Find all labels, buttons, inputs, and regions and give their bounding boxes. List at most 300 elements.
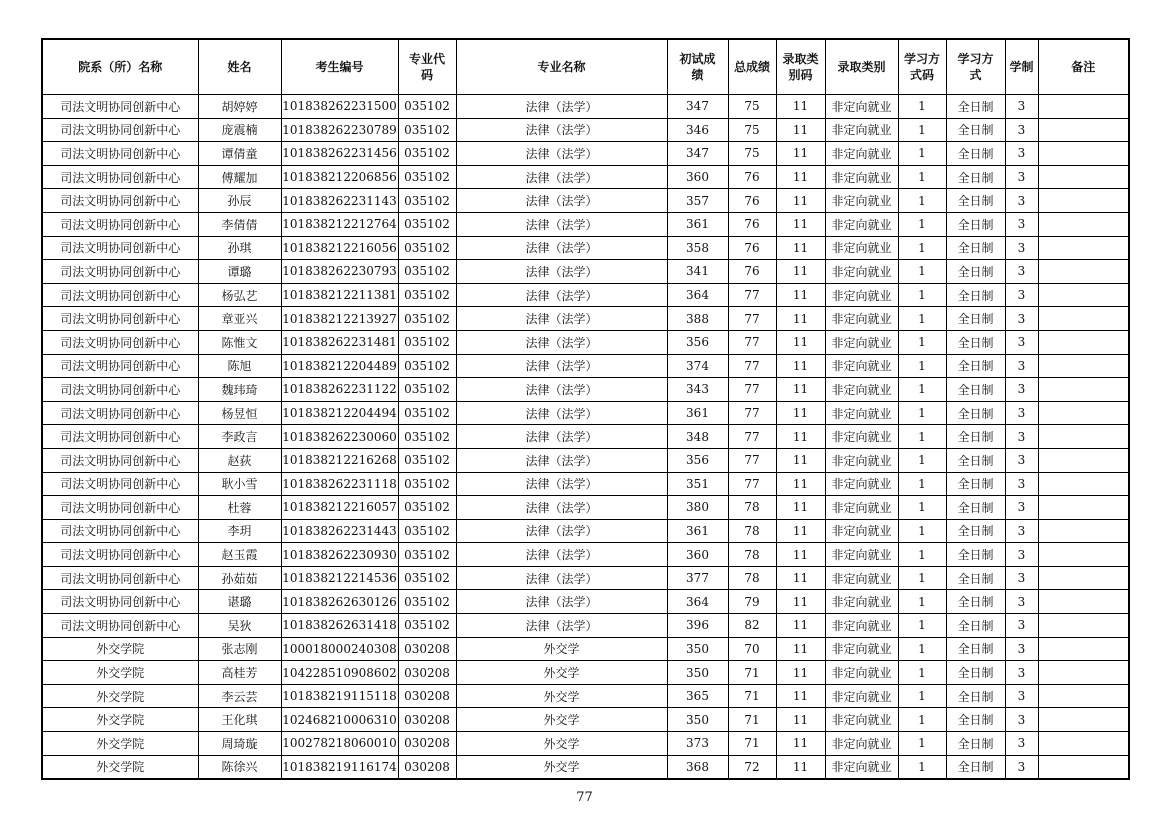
cell-name: 吴狄	[198, 614, 281, 638]
cell-admission-type-code: 11	[776, 354, 825, 378]
cell-study-mode: 全日制	[946, 684, 1005, 708]
cell-admission-type: 非定向就业	[825, 307, 898, 331]
cell-prelim-score: 365	[667, 684, 728, 708]
cell-candidate-id: 101838262230930	[281, 543, 398, 567]
cell-study-mode: 全日制	[946, 95, 1005, 119]
cell-admission-type-code: 11	[776, 142, 825, 166]
cell-major-name: 法律（法学）	[456, 118, 667, 142]
cell-study-mode: 全日制	[946, 330, 1005, 354]
cell-prelim-score: 343	[667, 378, 728, 402]
cell-remarks	[1038, 189, 1129, 213]
header-label: 录取类别	[837, 60, 886, 74]
cell-prelim-score: 373	[667, 732, 728, 756]
header-col-study-mode-code	[898, 39, 946, 95]
cell-prelim-score: 358	[667, 236, 728, 260]
cell-admission-type: 非定向就业	[825, 614, 898, 638]
cell-study-mode: 全日制	[946, 283, 1005, 307]
cell-major-code: 035102	[398, 472, 456, 496]
cell-study-mode-code: 1	[898, 566, 946, 590]
cell-total-score: 71	[728, 661, 776, 685]
cell-major-code: 030208	[398, 637, 456, 661]
cell-study-mode: 全日制	[946, 496, 1005, 520]
cell-study-mode-code: 1	[898, 614, 946, 638]
cell-prelim-score: 388	[667, 307, 728, 331]
cell-major-code: 030208	[398, 661, 456, 685]
cell-candidate-id: 101838212211381	[281, 283, 398, 307]
cell-remarks	[1038, 95, 1129, 119]
cell-prelim-score: 380	[667, 496, 728, 520]
cell-prelim-score: 364	[667, 283, 728, 307]
table-row	[42, 708, 1129, 732]
cell-name: 傅耀加	[198, 165, 281, 189]
cell-total-score: 78	[728, 543, 776, 567]
cell-duration: 3	[1005, 614, 1038, 638]
cell-admission-type: 非定向就业	[825, 212, 898, 236]
cell-major-code: 030208	[398, 684, 456, 708]
cell-department: 司法文明协同创新中心	[42, 189, 198, 213]
cell-major-name: 法律（法学）	[456, 260, 667, 284]
header-col-admission-type	[825, 39, 898, 95]
table-row	[42, 755, 1129, 779]
cell-remarks	[1038, 496, 1129, 520]
table-row	[42, 378, 1129, 402]
cell-remarks	[1038, 684, 1129, 708]
cell-major-name: 法律（法学）	[456, 165, 667, 189]
cell-duration: 3	[1005, 496, 1038, 520]
cell-department: 司法文明协同创新中心	[42, 142, 198, 166]
table-row	[42, 732, 1129, 756]
cell-major-name: 法律（法学）	[456, 496, 667, 520]
cell-study-mode: 全日制	[946, 472, 1005, 496]
cell-total-score: 75	[728, 118, 776, 142]
cell-remarks	[1038, 732, 1129, 756]
cell-remarks	[1038, 212, 1129, 236]
cell-duration: 3	[1005, 378, 1038, 402]
cell-prelim-score: 364	[667, 590, 728, 614]
cell-name: 杨弘艺	[198, 283, 281, 307]
cell-admission-type: 非定向就业	[825, 661, 898, 685]
table-row	[42, 425, 1129, 449]
cell-duration: 3	[1005, 755, 1038, 779]
cell-admission-type-code: 11	[776, 378, 825, 402]
cell-remarks	[1038, 708, 1129, 732]
cell-study-mode: 全日制	[946, 165, 1005, 189]
cell-candidate-id: 101838262231443	[281, 519, 398, 543]
cell-major-name: 法律（法学）	[456, 472, 667, 496]
table-row	[42, 684, 1129, 708]
cell-major-code: 035102	[398, 189, 456, 213]
cell-remarks	[1038, 330, 1129, 354]
cell-total-score: 71	[728, 732, 776, 756]
cell-duration: 3	[1005, 637, 1038, 661]
cell-major-name: 法律（法学）	[456, 307, 667, 331]
cell-admission-type-code: 11	[776, 236, 825, 260]
cell-duration: 3	[1005, 118, 1038, 142]
table-row	[42, 543, 1129, 567]
cell-prelim-score: 377	[667, 566, 728, 590]
header-label: 院系（所）名称	[78, 60, 163, 74]
header-col-total-score	[728, 39, 776, 95]
cell-candidate-id: 101838262630126	[281, 590, 398, 614]
cell-remarks	[1038, 307, 1129, 331]
cell-study-mode: 全日制	[946, 708, 1005, 732]
header-col-name	[198, 39, 281, 95]
cell-total-score: 77	[728, 307, 776, 331]
cell-department: 司法文明协同创新中心	[42, 425, 198, 449]
cell-department: 司法文明协同创新中心	[42, 118, 198, 142]
cell-study-mode: 全日制	[946, 354, 1005, 378]
cell-department: 外交学院	[42, 732, 198, 756]
cell-total-score: 77	[728, 378, 776, 402]
cell-prelim-score: 356	[667, 448, 728, 472]
cell-duration: 3	[1005, 95, 1038, 119]
cell-admission-type: 非定向就业	[825, 236, 898, 260]
cell-major-name: 法律（法学）	[456, 448, 667, 472]
cell-major-name: 外交学	[456, 661, 667, 685]
cell-major-code: 035102	[398, 543, 456, 567]
cell-duration: 3	[1005, 212, 1038, 236]
cell-name: 周琦璇	[198, 732, 281, 756]
cell-major-code: 035102	[398, 260, 456, 284]
cell-prelim-score: 347	[667, 142, 728, 166]
table-row	[42, 519, 1129, 543]
cell-study-mode: 全日制	[946, 566, 1005, 590]
cell-total-score: 76	[728, 236, 776, 260]
cell-major-name: 法律（法学）	[456, 614, 667, 638]
cell-major-name: 法律（法学）	[456, 189, 667, 213]
cell-study-mode: 全日制	[946, 661, 1005, 685]
cell-study-mode-code: 1	[898, 519, 946, 543]
cell-department: 司法文明协同创新中心	[42, 378, 198, 402]
cell-study-mode: 全日制	[946, 307, 1005, 331]
cell-major-code: 035102	[398, 401, 456, 425]
cell-total-score: 71	[728, 684, 776, 708]
cell-remarks	[1038, 118, 1129, 142]
cell-duration: 3	[1005, 330, 1038, 354]
cell-study-mode-code: 1	[898, 189, 946, 213]
cell-admission-type: 非定向就业	[825, 543, 898, 567]
cell-name: 孙琪	[198, 236, 281, 260]
cell-major-name: 外交学	[456, 637, 667, 661]
cell-admission-type-code: 11	[776, 118, 825, 142]
cell-major-code: 035102	[398, 307, 456, 331]
cell-remarks	[1038, 354, 1129, 378]
table-row	[42, 142, 1129, 166]
cell-name: 李倩倩	[198, 212, 281, 236]
cell-study-mode: 全日制	[946, 189, 1005, 213]
cell-major-code: 035102	[398, 519, 456, 543]
cell-major-name: 外交学	[456, 755, 667, 779]
cell-remarks	[1038, 614, 1129, 638]
cell-total-score: 78	[728, 496, 776, 520]
cell-admission-type: 非定向就业	[825, 378, 898, 402]
cell-duration: 3	[1005, 425, 1038, 449]
table-row	[42, 330, 1129, 354]
cell-study-mode-code: 1	[898, 401, 946, 425]
cell-candidate-id: 104228510908602	[281, 661, 398, 685]
cell-remarks	[1038, 519, 1129, 543]
cell-duration: 3	[1005, 661, 1038, 685]
cell-prelim-score: 357	[667, 189, 728, 213]
cell-study-mode: 全日制	[946, 614, 1005, 638]
cell-name: 庞震楠	[198, 118, 281, 142]
cell-admission-type-code: 11	[776, 95, 825, 119]
cell-department: 司法文明协同创新中心	[42, 614, 198, 638]
header-col-prelim-score	[667, 39, 728, 95]
cell-major-code: 035102	[398, 118, 456, 142]
cell-major-code: 035102	[398, 165, 456, 189]
cell-candidate-id: 101838262230789	[281, 118, 398, 142]
cell-major-code: 035102	[398, 95, 456, 119]
cell-name: 赵玉霞	[198, 543, 281, 567]
cell-candidate-id: 101838262231122	[281, 378, 398, 402]
cell-name: 高桂芳	[198, 661, 281, 685]
cell-total-score: 77	[728, 283, 776, 307]
cell-candidate-id: 101838212216056	[281, 236, 398, 260]
cell-admission-type-code: 11	[776, 708, 825, 732]
header-label: 录取类别码	[782, 52, 819, 82]
table-row	[42, 307, 1129, 331]
header-col-candidate-id	[281, 39, 398, 95]
table-row	[42, 661, 1129, 685]
cell-department: 司法文明协同创新中心	[42, 496, 198, 520]
cell-study-mode: 全日制	[946, 378, 1005, 402]
cell-major-code: 035102	[398, 425, 456, 449]
cell-admission-type-code: 11	[776, 614, 825, 638]
cell-major-code: 035102	[398, 354, 456, 378]
cell-remarks	[1038, 260, 1129, 284]
cell-name: 李云芸	[198, 684, 281, 708]
cell-name: 张志刚	[198, 637, 281, 661]
cell-candidate-id: 101838262231118	[281, 472, 398, 496]
header-label: 专业名称	[537, 60, 586, 74]
cell-admission-type: 非定向就业	[825, 95, 898, 119]
cell-major-name: 法律（法学）	[456, 330, 667, 354]
cell-major-name: 法律（法学）	[456, 236, 667, 260]
cell-duration: 3	[1005, 307, 1038, 331]
cell-study-mode-code: 1	[898, 212, 946, 236]
cell-remarks	[1038, 637, 1129, 661]
cell-name: 陈徐兴	[198, 755, 281, 779]
cell-study-mode-code: 1	[898, 732, 946, 756]
cell-study-mode-code: 1	[898, 307, 946, 331]
table-row	[42, 283, 1129, 307]
cell-total-score: 72	[728, 755, 776, 779]
cell-name: 陈惟文	[198, 330, 281, 354]
cell-department: 外交学院	[42, 637, 198, 661]
cell-prelim-score: 360	[667, 543, 728, 567]
cell-admission-type: 非定向就业	[825, 165, 898, 189]
cell-study-mode-code: 1	[898, 283, 946, 307]
cell-admission-type-code: 11	[776, 307, 825, 331]
cell-major-code: 035102	[398, 590, 456, 614]
cell-remarks	[1038, 283, 1129, 307]
table-row	[42, 236, 1129, 260]
cell-study-mode-code: 1	[898, 708, 946, 732]
cell-study-mode-code: 1	[898, 472, 946, 496]
table-row	[42, 118, 1129, 142]
cell-admission-type: 非定向就业	[825, 472, 898, 496]
cell-major-name: 法律（法学）	[456, 212, 667, 236]
cell-total-score: 77	[728, 425, 776, 449]
cell-department: 司法文明协同创新中心	[42, 354, 198, 378]
cell-duration: 3	[1005, 448, 1038, 472]
cell-name: 谭璐	[198, 260, 281, 284]
cell-study-mode: 全日制	[946, 448, 1005, 472]
cell-admission-type: 非定向就业	[825, 425, 898, 449]
header-label: 考生编号	[315, 60, 364, 74]
cell-name: 耿小雪	[198, 472, 281, 496]
cell-remarks	[1038, 755, 1129, 779]
cell-major-name: 外交学	[456, 732, 667, 756]
cell-study-mode-code: 1	[898, 354, 946, 378]
cell-major-code: 035102	[398, 496, 456, 520]
page-number: 77	[576, 790, 593, 805]
cell-admission-type-code: 11	[776, 165, 825, 189]
cell-major-name: 法律（法学）	[456, 401, 667, 425]
cell-name: 章亚兴	[198, 307, 281, 331]
cell-study-mode-code: 1	[898, 496, 946, 520]
cell-admission-type: 非定向就业	[825, 401, 898, 425]
cell-candidate-id: 101838262231143	[281, 189, 398, 213]
cell-total-score: 70	[728, 637, 776, 661]
cell-major-code: 030208	[398, 732, 456, 756]
cell-study-mode: 全日制	[946, 236, 1005, 260]
cell-candidate-id: 101838262230060	[281, 425, 398, 449]
cell-candidate-id: 101838212213927	[281, 307, 398, 331]
cell-admission-type-code: 11	[776, 590, 825, 614]
cell-department: 外交学院	[42, 661, 198, 685]
header-row	[42, 39, 1129, 95]
cell-major-name: 法律（法学）	[456, 566, 667, 590]
table-row	[42, 614, 1129, 638]
cell-study-mode: 全日制	[946, 637, 1005, 661]
cell-admission-type-code: 11	[776, 661, 825, 685]
cell-department: 司法文明协同创新中心	[42, 543, 198, 567]
cell-remarks	[1038, 543, 1129, 567]
cell-major-name: 法律（法学）	[456, 95, 667, 119]
cell-remarks	[1038, 590, 1129, 614]
cell-study-mode-code: 1	[898, 661, 946, 685]
cell-study-mode: 全日制	[946, 260, 1005, 284]
cell-remarks	[1038, 566, 1129, 590]
cell-major-name: 法律（法学）	[456, 425, 667, 449]
cell-admission-type-code: 11	[776, 189, 825, 213]
cell-study-mode: 全日制	[946, 118, 1005, 142]
cell-total-score: 77	[728, 354, 776, 378]
cell-admission-type-code: 11	[776, 330, 825, 354]
cell-study-mode: 全日制	[946, 732, 1005, 756]
header-col-department	[42, 39, 198, 95]
cell-study-mode-code: 1	[898, 425, 946, 449]
cell-admission-type-code: 11	[776, 519, 825, 543]
cell-major-code: 035102	[398, 283, 456, 307]
cell-admission-type-code: 11	[776, 472, 825, 496]
cell-study-mode-code: 1	[898, 165, 946, 189]
cell-admission-type: 非定向就业	[825, 354, 898, 378]
cell-admission-type: 非定向就业	[825, 448, 898, 472]
cell-major-code: 035102	[398, 566, 456, 590]
cell-remarks	[1038, 401, 1129, 425]
cell-prelim-score: 351	[667, 472, 728, 496]
cell-duration: 3	[1005, 519, 1038, 543]
cell-total-score: 76	[728, 165, 776, 189]
cell-major-name: 法律（法学）	[456, 519, 667, 543]
cell-total-score: 71	[728, 708, 776, 732]
cell-prelim-score: 374	[667, 354, 728, 378]
header-col-duration	[1005, 39, 1038, 95]
cell-admission-type: 非定向就业	[825, 519, 898, 543]
cell-remarks	[1038, 661, 1129, 685]
cell-department: 外交学院	[42, 708, 198, 732]
cell-study-mode: 全日制	[946, 142, 1005, 166]
cell-prelim-score: 350	[667, 661, 728, 685]
cell-department: 司法文明协同创新中心	[42, 401, 198, 425]
cell-total-score: 77	[728, 448, 776, 472]
cell-major-code: 035102	[398, 448, 456, 472]
cell-department: 司法文明协同创新中心	[42, 307, 198, 331]
cell-duration: 3	[1005, 732, 1038, 756]
table-row	[42, 637, 1129, 661]
cell-candidate-id: 101838262231456	[281, 142, 398, 166]
cell-study-mode-code: 1	[898, 543, 946, 567]
cell-duration: 3	[1005, 590, 1038, 614]
cell-candidate-id: 101838212214536	[281, 566, 398, 590]
cell-remarks	[1038, 448, 1129, 472]
cell-prelim-score: 361	[667, 519, 728, 543]
header-label: 总成绩	[733, 60, 770, 74]
cell-study-mode-code: 1	[898, 378, 946, 402]
cell-department: 司法文明协同创新中心	[42, 590, 198, 614]
cell-study-mode-code: 1	[898, 142, 946, 166]
cell-study-mode-code: 1	[898, 684, 946, 708]
cell-major-name: 外交学	[456, 708, 667, 732]
cell-duration: 3	[1005, 260, 1038, 284]
cell-name: 孙辰	[198, 189, 281, 213]
cell-candidate-id: 101838262231500	[281, 95, 398, 119]
cell-total-score: 77	[728, 401, 776, 425]
cell-admission-type-code: 11	[776, 755, 825, 779]
table-row	[42, 189, 1129, 213]
cell-candidate-id: 100278218060010	[281, 732, 398, 756]
cell-department: 司法文明协同创新中心	[42, 212, 198, 236]
cell-total-score: 76	[728, 189, 776, 213]
cell-admission-type-code: 11	[776, 543, 825, 567]
cell-remarks	[1038, 472, 1129, 496]
cell-study-mode: 全日制	[946, 425, 1005, 449]
cell-admission-type-code: 11	[776, 566, 825, 590]
cell-total-score: 78	[728, 519, 776, 543]
cell-study-mode-code: 1	[898, 118, 946, 142]
cell-name: 谭倩童	[198, 142, 281, 166]
header-label: 姓名	[227, 60, 252, 74]
cell-department: 司法文明协同创新中心	[42, 472, 198, 496]
header-label: 专业代码	[408, 52, 445, 82]
cell-candidate-id: 101838219116174	[281, 755, 398, 779]
cell-admission-type: 非定向就业	[825, 637, 898, 661]
cell-major-name: 外交学	[456, 684, 667, 708]
cell-duration: 3	[1005, 236, 1038, 260]
header-col-admission-type-code	[776, 39, 825, 95]
cell-prelim-score: 396	[667, 614, 728, 638]
cell-name: 魏玮琦	[198, 378, 281, 402]
cell-admission-type-code: 11	[776, 732, 825, 756]
header-col-remarks	[1038, 39, 1129, 95]
cell-admission-type: 非定向就业	[825, 260, 898, 284]
cell-prelim-score: 341	[667, 260, 728, 284]
cell-duration: 3	[1005, 189, 1038, 213]
cell-remarks	[1038, 165, 1129, 189]
